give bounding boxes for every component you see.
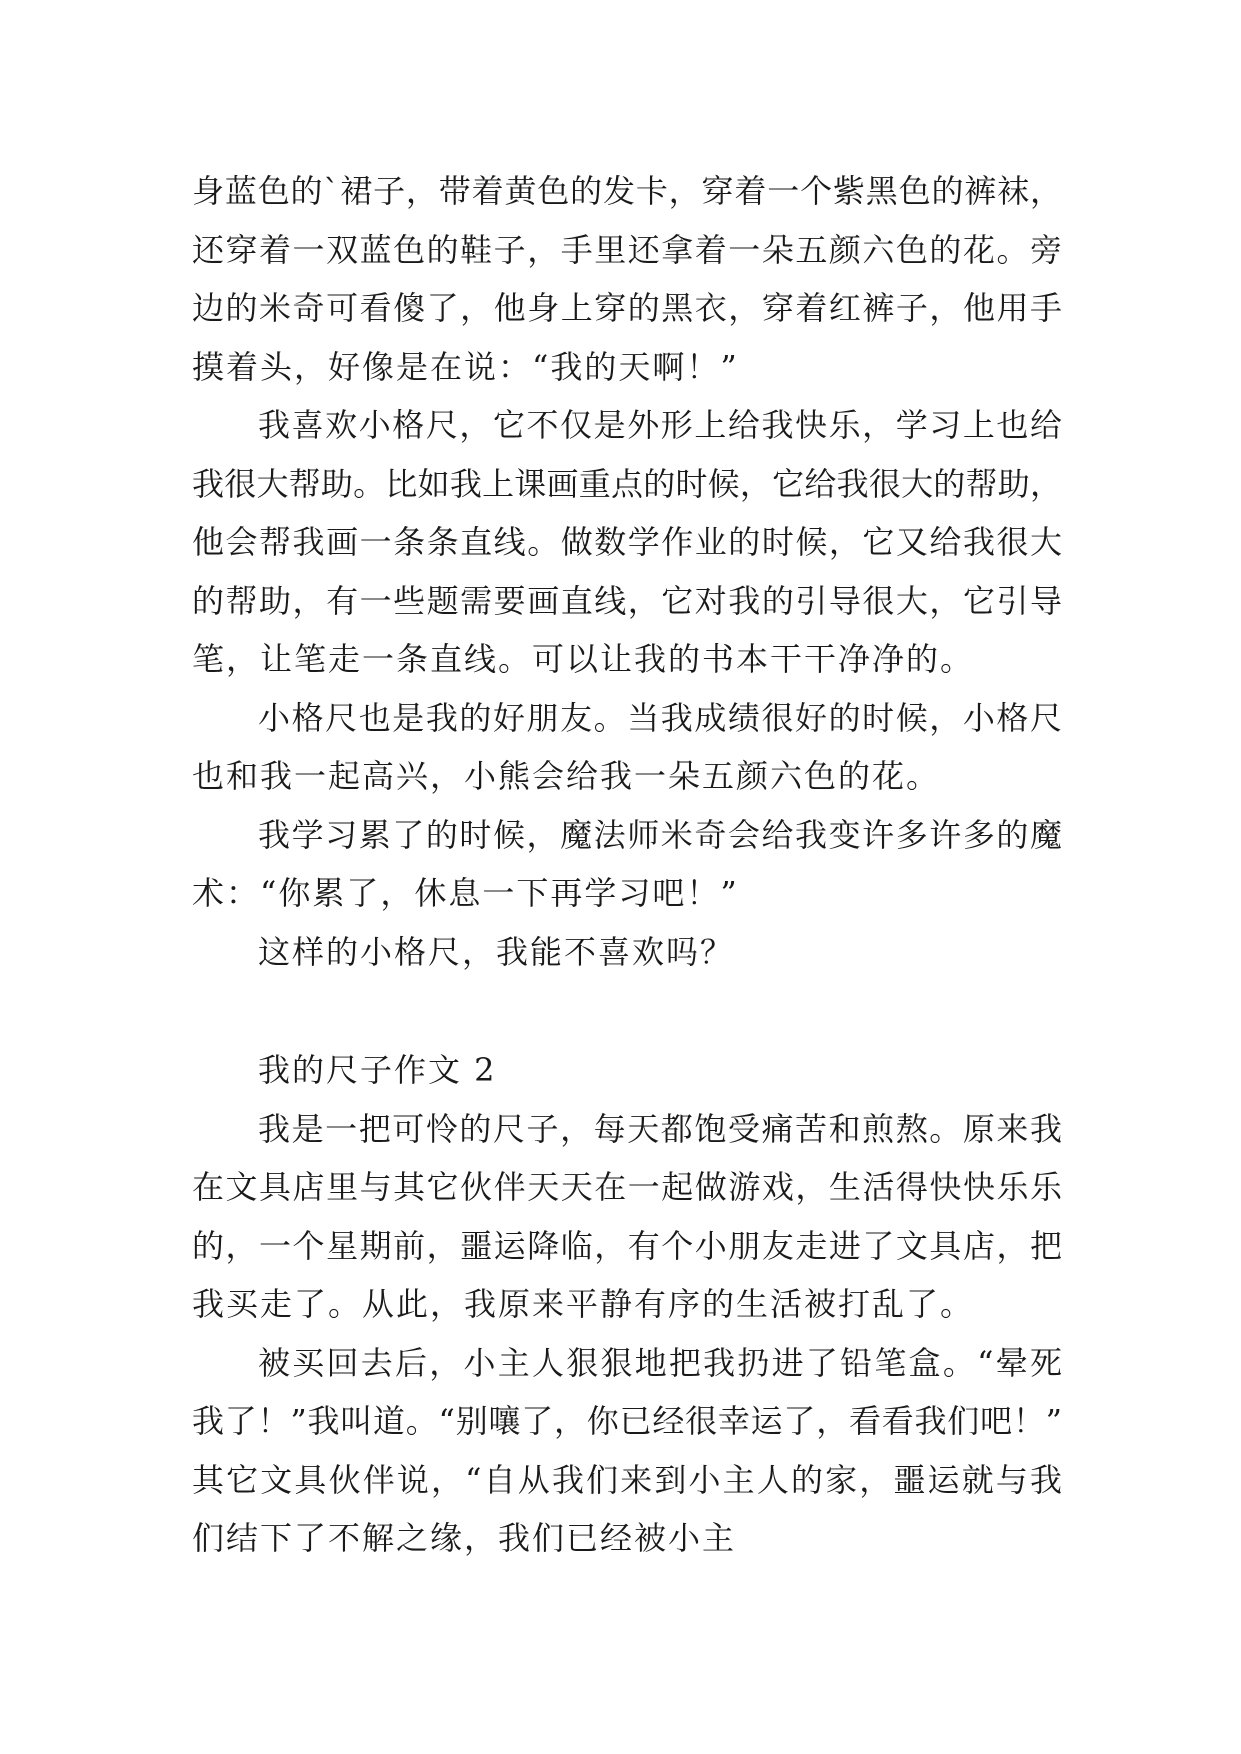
paragraph-first-line: 我是一把可怜的尺子，每天都饱受痛苦和煎熬。原来我 — [258, 1109, 1062, 1148]
text-line: 边的米奇可看傻了，他身上穿的黑衣，穿着红裤子，他用手 — [192, 289, 1062, 327]
text-line: 也和我一起高兴，小熊会给我一朵五颜六色的花。 — [192, 757, 941, 795]
text-line: 我买走了。从此，我原来平静有序的生活被打乱了。 — [192, 1285, 975, 1323]
paragraph-first-line: 小格尺也是我的好朋友。当我成绩很好的时候，小格尺 — [258, 698, 1062, 737]
text-line: 我很大帮助。比如我上课画重点的时候，它给我很大的帮助， — [192, 464, 1062, 503]
text-line: 其它文具伙伴说，“自从我们来到小主人的家，噩运就与我 — [192, 1460, 1062, 1499]
text-line: 身蓝色的`裙子，带着黄色的发卡，穿着一个紫黑色的裤袜， — [192, 172, 1062, 210]
text-line: 摸着头，好像是在说：“我的天啊！” — [192, 347, 739, 386]
paragraph-first-line: 被买回去后，小主人狠狠地把我扔进了铅笔盒。“晕死 — [258, 1343, 1062, 1382]
text-line: 们结下了不解之缘，我们已经被小主 — [192, 1519, 737, 1557]
section-title: 我的尺子作文 2 — [258, 1051, 497, 1089]
text-line: 他会帮我画一条条直线。做数学作业的时候，它又给我很大 — [192, 523, 1062, 561]
text-line: 还穿着一双蓝色的鞋子，手里还拿着一朵五颜六色的花。旁 — [192, 230, 1062, 269]
section-gap — [192, 981, 1062, 1041]
text-line: 的，一个星期前，噩运降临，有个小朋友走进了文具店，把 — [192, 1226, 1062, 1265]
text-line: 术：“你累了，休息一下再学习吧！” — [192, 874, 739, 912]
paragraph-first-line: 我喜欢小格尺，它不仅是外形上给我快乐，学习上也给 — [258, 406, 1062, 444]
text-line: 的帮助，有一些题需要画直线，它对我的引导很大，它引导 — [192, 581, 1062, 620]
paragraph-first-line: 我学习累了的时候，魔法师米奇会给我变许多许多的魔 — [258, 815, 1062, 854]
text-line: 在文具店里与其它伙伴天天在一起做游戏，生活得快快乐乐 — [192, 1168, 1062, 1206]
paragraph-first-line: 这样的小格尺，我能不喜欢吗？ — [258, 932, 735, 971]
text-line: 笔，让笔走一条直线。可以让我的书本干干净净的。 — [192, 640, 975, 678]
text-line: 我了！”我叫道。“别嚷了，你已经很幸运了，看看我们吧！” — [192, 1402, 1062, 1440]
essay-text — [192, 162, 1062, 1568]
